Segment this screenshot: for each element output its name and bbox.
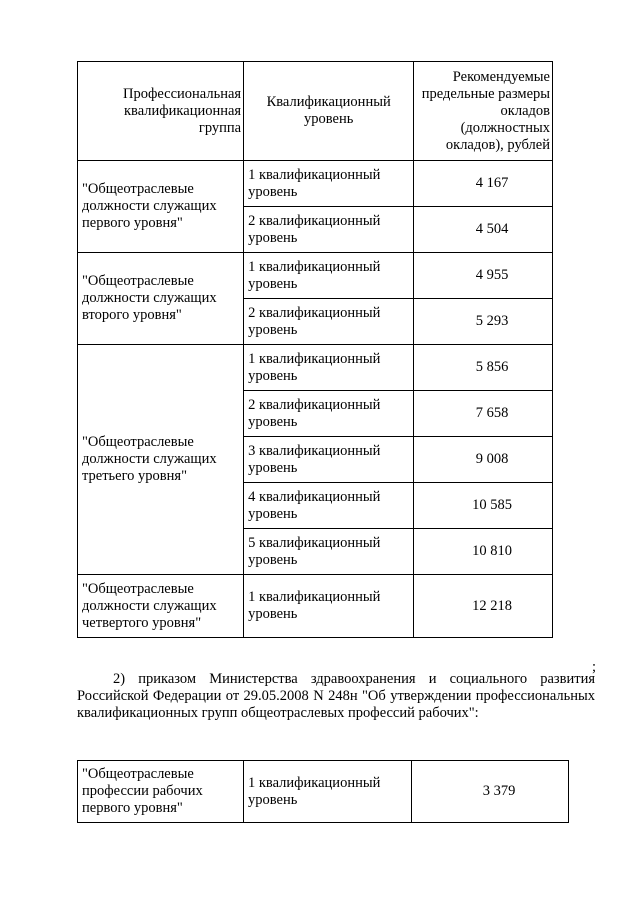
level-cell: 5 квалификационный уровень <box>244 529 414 575</box>
level-cell: 2 квалификационный уровень <box>244 391 414 437</box>
header-row <box>78 62 553 161</box>
table-row <box>78 761 569 823</box>
level-cell: 2 квалификационный уровень <box>244 299 414 345</box>
salary-cell: 10 585 <box>414 483 553 529</box>
level-cell: 1 квалификационный уровень <box>244 253 414 299</box>
salary-table-employees <box>77 61 553 638</box>
group-name: "Общеотраслевые должности служащих третьего уровня" <box>78 345 244 575</box>
table-row <box>78 161 553 207</box>
salary-cell: 4 167 <box>414 161 553 207</box>
level-cell: 3 квалификационный уровень <box>244 437 414 483</box>
level-cell: 4 квалификационный уровень <box>244 483 414 529</box>
group-name: "Общеотраслевые профессии рабочих первого уровня" <box>78 761 244 823</box>
header-level: Квалификационный уровень <box>244 62 414 161</box>
header-salary: Рекомендуемые предельные размеры окладов (должностных окладов), рублей <box>414 62 553 161</box>
paragraph-order-reference <box>77 671 595 722</box>
paragraph-text: 2) приказом Министерства здравоохранения и социального развития Российской Федерации от 29.05.2008 N 248н "Об утверждении профессиональных квалификационных групп общеотраслевых профессий рабочих": <box>77 671 595 721</box>
group-name: "Общеотраслевые должности служащих четвертого уровня" <box>78 575 244 638</box>
semicolon: ; <box>592 659 597 675</box>
group-name: "Общеотраслевые должности служащих второго уровня" <box>78 253 244 345</box>
level-cell: 1 квалификационный уровень <box>244 345 414 391</box>
table-row <box>78 575 553 638</box>
level-cell: 1 квалификационный уровень <box>244 761 412 823</box>
table-row <box>78 253 553 299</box>
salary-cell: 4 955 <box>414 253 553 299</box>
level-cell: 1 квалификационный уровень <box>244 161 414 207</box>
table-row <box>78 345 553 391</box>
salary-cell: 5 856 <box>414 345 553 391</box>
salary-cell: 10 810 <box>414 529 553 575</box>
salary-cell: 5 293 <box>414 299 553 345</box>
salary-cell: 3 379 <box>412 761 569 823</box>
level-cell: 2 квалификационный уровень <box>244 207 414 253</box>
level-cell: 1 квалификационный уровень <box>244 575 414 638</box>
salary-table-workers <box>77 760 569 823</box>
salary-cell: 9 008 <box>414 437 553 483</box>
group-name: "Общеотраслевые должности служащих первого уровня" <box>78 161 244 253</box>
salary-cell: 12 218 <box>414 575 553 638</box>
salary-cell: 7 658 <box>414 391 553 437</box>
salary-cell: 4 504 <box>414 207 553 253</box>
header-group: Профессиональная квалификационная группа <box>78 62 244 161</box>
